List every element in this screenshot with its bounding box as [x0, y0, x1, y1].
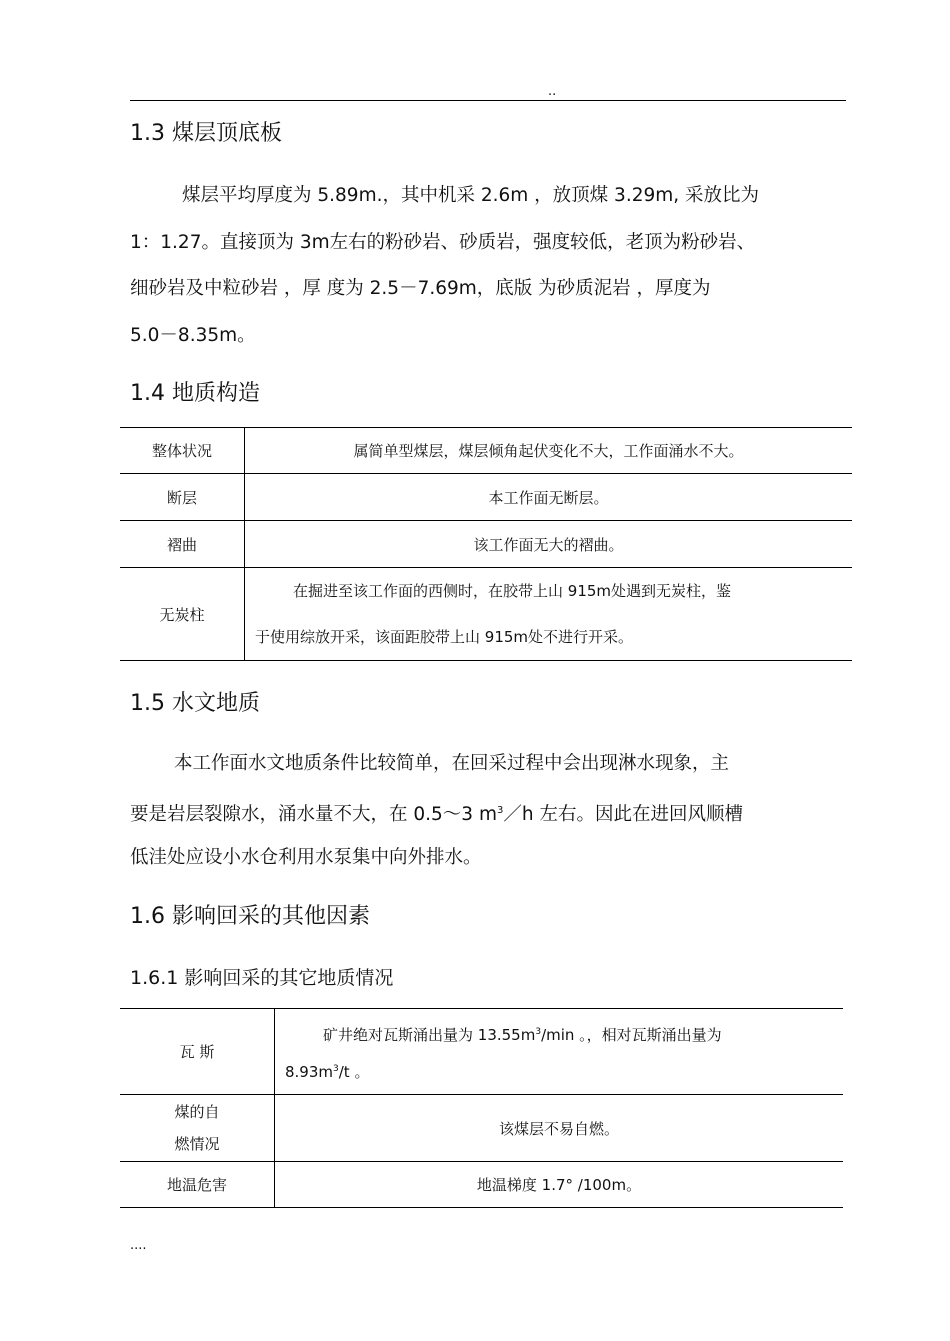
superscript: 3	[496, 805, 504, 816]
gas-line-1	[285, 1015, 833, 1052]
row-value	[245, 568, 853, 661]
row-value: 属简单型煤层，煤层倾角起伏变化不大，工作面涌水不大。	[353, 442, 744, 460]
row-value: 该工作面无大的褶曲。	[473, 535, 624, 554]
row-label: 断层	[120, 474, 245, 521]
superscript: 3	[535, 1026, 542, 1037]
section-1-3-title: 1.3 煤层顶底板	[130, 121, 282, 146]
row-value-line-2: 于使用综放开采，该面距胶带上山 915m处不进行开采。	[255, 628, 634, 646]
row-value	[275, 1009, 844, 1095]
row-label: 瓦 斯	[120, 1009, 275, 1095]
table-row	[120, 521, 852, 568]
row-label: 地温危害	[120, 1162, 275, 1208]
row-label: 无炭柱	[120, 568, 245, 661]
sec15-line-2-a: 要是岩层裂隙水，涌水量不大，在 0.5～3 m	[130, 804, 497, 826]
header-rule	[130, 100, 846, 101]
section-1-6-1-title: 1.6.1 影响回采的其它地质情况	[130, 967, 394, 989]
row-value: 地温梯度 1.7° /100m。	[476, 1176, 642, 1194]
header-mark: ..	[548, 84, 557, 99]
gas-line-1-b: /min 。，相对瓦斯涌出量为	[541, 1025, 722, 1044]
gas-line-2-a: 8.93m	[285, 1062, 334, 1081]
table-row	[120, 1095, 843, 1162]
row-label: 褶曲	[120, 521, 245, 568]
sec13-line-4: 5.0－8.35m。	[130, 325, 256, 346]
table-row	[120, 428, 852, 474]
sec13-line-3: 细砂岩及中粒砂岩 ，厚 度为 2.5－7.69m，底版 为砂质泥岩 ，厚度为	[130, 278, 711, 299]
row-value: 本工作面无断层。	[488, 488, 609, 507]
gas-line-1-a: 矿井绝对瓦斯涌出量为 13.55m	[323, 1025, 536, 1044]
gas-line-2-b: /t 。	[338, 1062, 370, 1081]
sec15-line-3: 低洼处应设小水仓利用水泵集中向外排水。	[130, 847, 482, 868]
row-value-line-1: 在掘进至该工作面的西侧时，在胶带上山 915m处遇到无炭柱，鉴	[293, 582, 732, 600]
section-1-5-title: 1.5 水文地质	[130, 691, 260, 716]
table-row	[120, 568, 852, 661]
superscript: 3	[333, 1063, 339, 1074]
table-row	[120, 1009, 843, 1095]
row-label: 整体状况	[120, 428, 245, 474]
row-label	[120, 1095, 275, 1162]
gas-line-2	[285, 1052, 833, 1089]
footer-mark: ....	[130, 1238, 147, 1253]
sec13-line-1: 煤层平均厚度为 5.89m.，其中机采 2.6m ，放顶煤 3.29m, 采放比为	[182, 185, 760, 206]
sec15-line-2-b: ／h 左右。因此在进回风顺槽	[503, 804, 743, 826]
row-label-line-2: 燃情况	[174, 1135, 220, 1153]
table-row	[120, 1162, 843, 1208]
section-1-4-title: 1.4 地质构造	[130, 381, 260, 406]
sec15-line-2	[130, 787, 743, 838]
table-row	[120, 474, 852, 521]
sec13-line-2: 1：1.27。直接顶为 3m左右的粉砂岩、砂质岩，强度较低，老顶为粉砂岩、	[130, 232, 756, 253]
other-geology-table	[120, 1008, 843, 1208]
row-value: 该煤层不易自燃。	[498, 1119, 619, 1138]
row-label-line-1: 煤的自	[174, 1103, 220, 1121]
section-1-6-title: 1.6 影响回采的其他因素	[130, 904, 370, 929]
sec15-line-1: 本工作面水文地质条件比较简单，在回采过程中会出现淋水现象，主	[174, 753, 730, 774]
geology-structure-table	[120, 427, 852, 661]
